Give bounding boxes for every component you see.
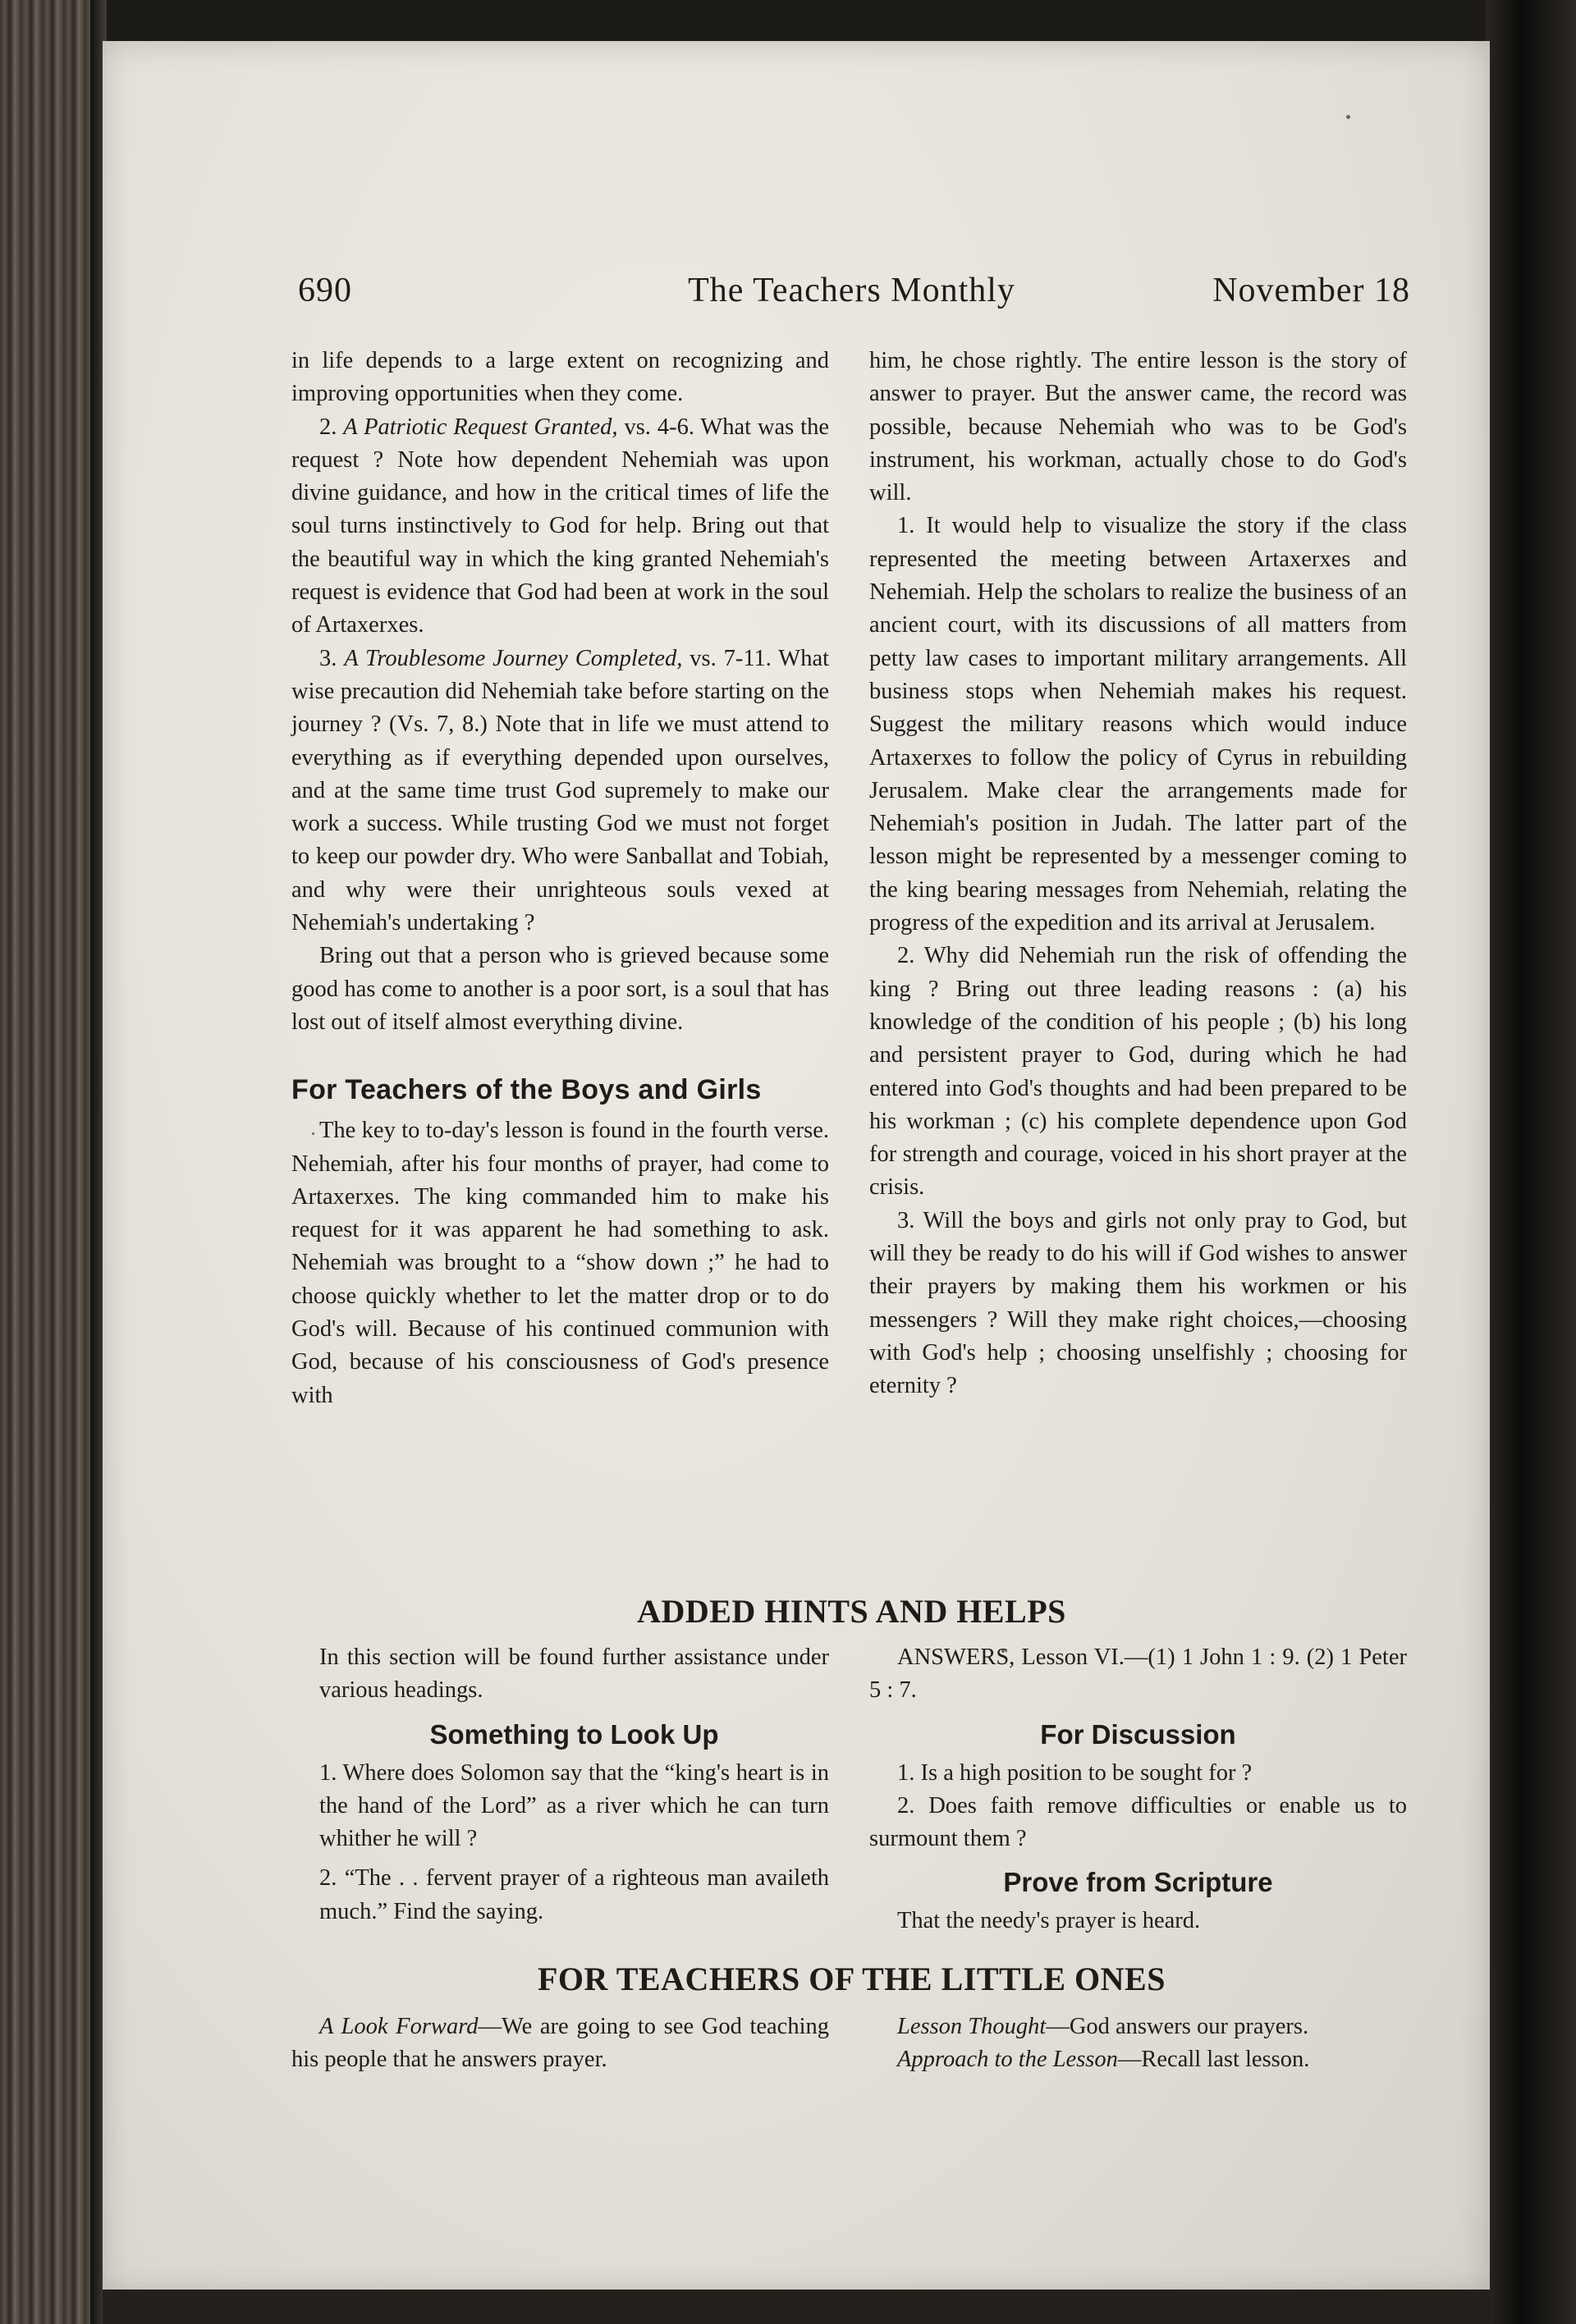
entry-text: —We are going to see God teaching his people that he answers prayer. [291, 2014, 830, 2073]
item-text: vs. 7-11. What wise precaution did Nehemiah take before starting on the journey ? (Vs. 7, 8.) Note that in life we must attend to everything as if everything depended upon ourselves, and at the same time trust God supremely to make our work a success. While trusting God we must not forget to keep our powder dry. Who were Sanballat and Tobiah, and why were their unrighteous souls vexed at Nehemiah's undertaking ? [291, 645, 830, 936]
book-binding-left [0, 0, 98, 2324]
paragraph [291, 643, 829, 940]
paragraph [869, 2043, 1407, 2076]
paragraph: The key to to-day's lesson is found in the fourth verse. Nehemiah, after his four months of prayer, had come to Artaxerxes. The king commanded him to make his request for it was apparent he had something to ask. Nehemiah was brought to a “show down ;” he had to choose quickly whether to let the matter drop or to do God's will. Because of his continued communion with God, because of his consciousness of God's presence with [291, 1118, 829, 1408]
subsection-heading: For Discussion [1040, 1718, 1236, 1750]
hints-right-column [869, 1641, 1407, 1938]
paragraph: in life depends to a large extent on recognizing and improving opportunities when they come. [291, 348, 829, 407]
item-title: A Patriotic Request Granted, [343, 414, 618, 440]
journal-title: The Teachers Monthly [688, 272, 1015, 309]
entry-text: —God answers our prayers. [1046, 2014, 1309, 2039]
page-number: 690 [298, 272, 352, 309]
item-text: vs. 4-6. What was the request ? Note how dependent Nehemiah was upon divine guidance, and how in the critical times of life the soul turns instinctively to God for help. Bring out that the beautiful way in which the king granted Nehemiah's request is evidence that God had been at work in the soul of Artaxerxes. [291, 414, 829, 638]
entry-label: Approach to the Lesson [897, 2047, 1118, 2073]
little-ones-heading: FOR TEACHERS OF THE LITTLE ONES [538, 1960, 1166, 1997]
paragraph [291, 2011, 829, 2077]
paragraph [869, 2011, 1407, 2043]
item-number: 3. [319, 645, 337, 671]
item-title: A Troublesome Journey Completed, [344, 645, 683, 671]
little-ones-left [291, 2011, 829, 2077]
paragraph: 3. Will the boys and girls not only pray to God, but will they be ready to do his will if God wishes to answer their prayers by making them his workmen or his messengers ? Will they make right choices,—choosing with God's help ; choosing unselfishly ; choosing for eternity ? [869, 1207, 1407, 1399]
paragraph: ANSWERS, Lesson VI.—(1) 1 John 1 : 9. (2) 1 Peter 5 : 7. [869, 1645, 1407, 1704]
page-bottom-edge [103, 2290, 1490, 2324]
question: 2. “The . . fervent prayer of a righteous man availeth much.” Find the saying. [319, 1865, 829, 1924]
little-ones-right [869, 2011, 1407, 2077]
issue-date: November 18 [1212, 272, 1410, 309]
paragraph: That the needy's prayer is heard. [897, 1908, 1201, 1934]
question: 1. Where does Solomon say that the “king's heart is in the hand of the Lord” as a river which he can turn whither he will ? [319, 1759, 829, 1852]
right-column [869, 345, 1407, 1403]
subsection-heading: Something to Look Up [429, 1718, 719, 1750]
subsection-heading: Prove from Scripture [1003, 1867, 1273, 1898]
question: 1. Is a high position to be sought for ? [897, 1759, 1253, 1786]
book-binding-right [1486, 0, 1576, 2324]
left-column [291, 345, 829, 1412]
paragraph: 2. Why did Nehemiah run the risk of offending the king ? Bring out three leading reasons : (a) his knowledge of the condition of his people ; (b) his long and persistent prayer to God, during which he had entered into God's thoughts and had been prepared to be his workman ; (c) his complete dependence upon God for strength and courage, voiced in his short prayer at the crisis. [869, 943, 1407, 1201]
entry-label: Lesson Thought [897, 2014, 1047, 2039]
question: 2. Does faith remove difficulties or enable us to surmount them ? [869, 1792, 1407, 1852]
hints-left-column [319, 1641, 829, 1928]
entry-text: —Recall last lesson. [1117, 2047, 1310, 2073]
running-head [291, 263, 1412, 312]
scan-speck [1346, 115, 1350, 119]
paragraph: Bring out that a person who is grieved because some good has come to another is a poor sort, is a soul that has lost out of itself almost everything divine. [291, 943, 829, 1035]
section-heading: For Teachers of the Boys and Girls [291, 1074, 762, 1106]
paragraph: In this section will be found further assistance under various headings. [319, 1645, 829, 1704]
hints-heading: ADDED HINTS AND HELPS [637, 1593, 1066, 1630]
paragraph: 1. It would help to visualize the story if the class represented the meeting between Artaxerxes and Nehemiah. Help the scholars to realize the business of an ancient court, with its discussions of all matters from petty law cases to important military arrangements. All business stops when Nehemiah makes his request. Suggest the military reasons which would induce Artaxerxes to follow the policy of Cyrus in rebuilding Jerusalem. Make clear the arrangements made for Nehemiah's position in Judah. The latter part of the lesson might be represented by a messenger coming to the king bearing messages from Nehemiah, relating the progress of the expedition and its arrival at Jerusalem. [869, 513, 1407, 936]
paragraph: him, he chose rightly. The entire lesson is the story of answer to prayer. But the answer came, the record was possible, because Nehemiah who was to be God's instrument, his workman, actually chose to do God's will. [869, 348, 1407, 506]
entry-label: A Look Forward [319, 2014, 479, 2039]
item-number: 2. [319, 414, 337, 440]
paragraph [291, 411, 829, 643]
